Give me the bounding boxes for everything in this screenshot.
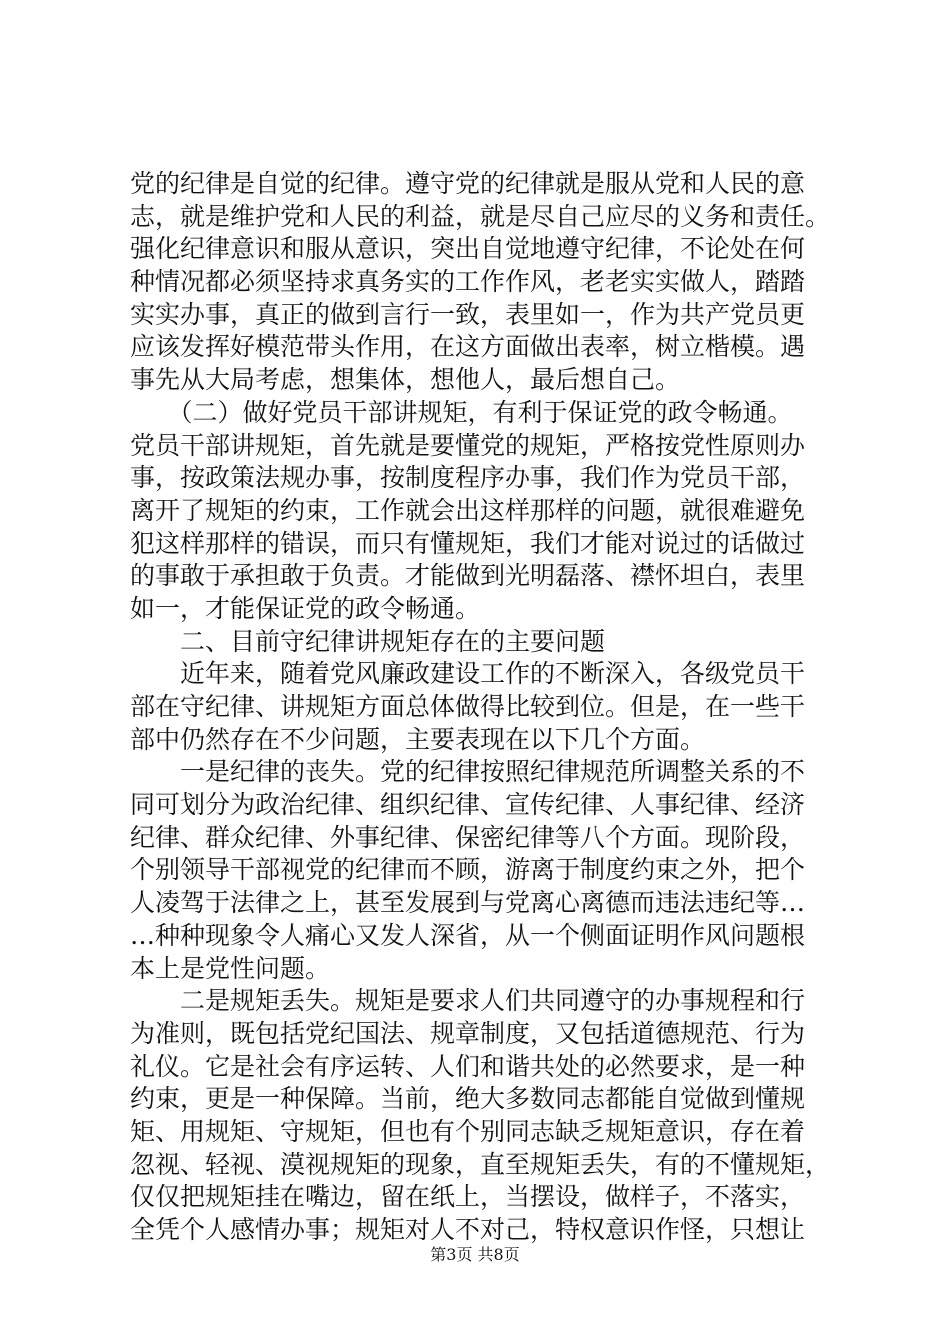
text-line: 礼仪。它是社会有序运转、人们和谐共处的必然要求，是一种 [130, 1051, 806, 1081]
text-line: 同可划分为政治纪律、组织纪律、宣传纪律、人事纪律、经济 [130, 790, 806, 820]
text-line: 纪律、群众纪律、外事纪律、保密纪律等八个方面。现阶段， [130, 822, 806, 852]
text-line: 仅仅把规矩挂在嘴边，留在纸上，当摆设，做样子，不落实， [130, 1182, 806, 1212]
text-line: 本上是党性问题。 [130, 953, 331, 983]
text-line: …种种现象令人痛心又发人深省，从一个侧面证明作风问题根 [130, 920, 806, 950]
text-line: 忽视、轻视、漠视规矩的现象，直至规矩丢失，有的不懂规矩， [130, 1149, 831, 1179]
text-line: 部中仍然存在不少问题，主要表现在以下几个方面。 [130, 724, 706, 754]
text-line: 事先从大局考虑，想集体，想他人，最后想自己。 [130, 365, 681, 395]
text-line: 个别领导干部视党的纪律而不顾，游离于制度约束之外，把个 [130, 855, 806, 885]
text-line: 志，就是维护党和人民的利益，就是尽自己应尽的义务和责任。 [130, 201, 831, 231]
text-line: 为准则，既包括党纪国法、规章制度，又包括道德规范、行为 [130, 1018, 806, 1048]
text-line: 实实办事，真正的做到言行一致，表里如一，作为共产党员更 [130, 299, 806, 329]
text-line: 人凌驾于法律之上，甚至发展到与党离心离德而违法违纪等… [130, 888, 806, 918]
text-line: 种情况都必须坚持求真务实的工作作风，老老实实做人，踏踏 [130, 267, 806, 297]
text-line: 党的纪律是自觉的纪律。遵守党的纪律就是服从党和人民的意 [130, 169, 806, 198]
text-line: 离开了规矩的约束，工作就会出这样那样的问题，就很难避免 [130, 495, 806, 525]
text-line: 应该发挥好模范带头作用，在这方面做出表率，树立楷模。遇 [130, 332, 806, 362]
text-line: 全凭个人感情办事；规矩对人不对己，特权意识作怪，只想让 [130, 1215, 806, 1244]
text-line: 约束，更是一种保障。当前，绝大多数同志都能自觉做到懂规 [130, 1084, 806, 1114]
text-line: 二、目前守纪律讲规矩存在的主要问题 [130, 626, 606, 656]
text-line: 事，按政策法规办事，按制度程序办事，我们作为党员干部， [130, 463, 806, 493]
text-line: （二）做好党员干部讲规矩，有利于保证党的政令畅通。 [130, 397, 793, 427]
text-line: 的事敢于承担敢于负责。才能做到光明磊落、襟怀坦白，表里 [130, 561, 806, 591]
text-line: 党员干部讲规矩，首先就是要懂党的规矩，严格按党性原则办 [130, 430, 806, 460]
text-line: 矩、用规矩、守规矩，但也有个别同志缺乏规矩意识，存在着 [130, 1116, 806, 1146]
text-line: 一是纪律的丧失。党的纪律按照纪律规范所调整关系的不 [130, 757, 806, 787]
text-line: 如一，才能保证党的政令畅通。 [130, 593, 481, 623]
text-line: 犯这样那样的错误，而只有懂规矩，我们才能对说过的话做过 [130, 528, 806, 558]
text-line: 强化纪律意识和服从意识，突出自觉地遵守纪律，不论处在何 [130, 234, 806, 264]
text-line: 部在守纪律、讲规矩方面总体做得比较到位。但是，在一些干 [130, 692, 806, 721]
text-line: 二是规矩丢失。规矩是要求人们共同遵守的办事规程和行 [130, 986, 806, 1016]
body-text [130, 168, 830, 1247]
page-footer: 第3页 共8页 [430, 1245, 520, 1264]
text-line: 近年来，随着党风廉政建设工作的不断深入，各级党员干 [130, 659, 806, 689]
